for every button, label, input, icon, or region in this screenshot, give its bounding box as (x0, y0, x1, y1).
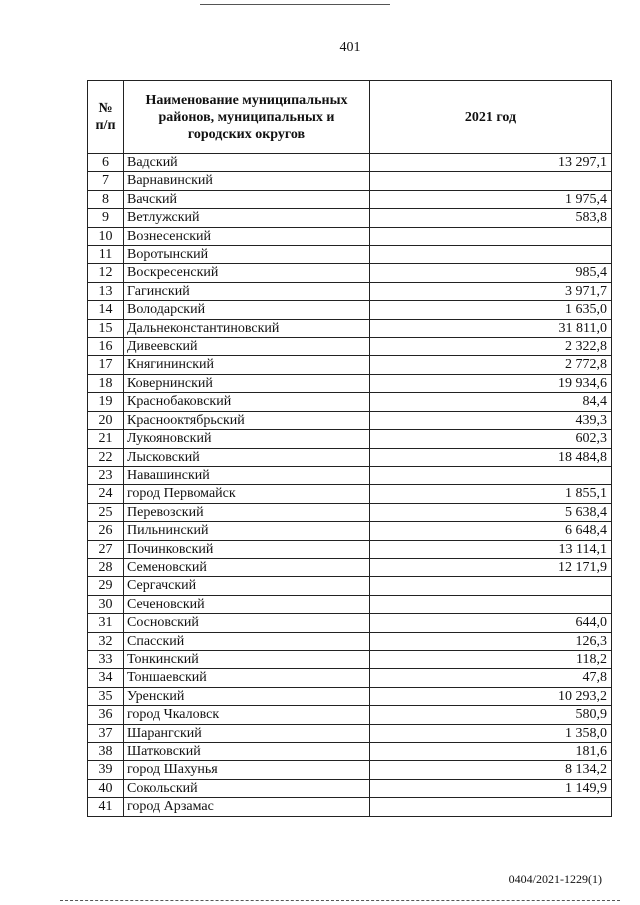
row-value-cell: 118,2 (370, 650, 612, 668)
table-body (88, 154, 612, 817)
table-row (88, 503, 612, 521)
row-value-cell: 126,3 (370, 632, 612, 650)
row-name-cell: Краснобаковский (124, 393, 370, 411)
row-value-cell (370, 595, 612, 613)
row-name-cell: Дальнеконстантиновский (124, 319, 370, 337)
row-name-cell: Ветлужский (124, 209, 370, 227)
table-row (88, 356, 612, 374)
row-value-cell: 583,8 (370, 209, 612, 227)
table-row (88, 577, 612, 595)
row-name-cell: город Первомайск (124, 485, 370, 503)
row-value-cell: 13 297,1 (370, 154, 612, 172)
table-row (88, 632, 612, 650)
row-number-cell: 37 (88, 724, 124, 742)
document-code: 0404/2021-1229(1) (508, 872, 602, 886)
row-number-cell: 31 (88, 614, 124, 632)
row-name-cell: город Шахунья (124, 761, 370, 779)
table-row (88, 393, 612, 411)
row-name-cell: Вачский (124, 190, 370, 208)
table-row (88, 724, 612, 742)
row-number-cell: 27 (88, 540, 124, 558)
row-name-cell: Шарангский (124, 724, 370, 742)
row-name-cell: Перевозский (124, 503, 370, 521)
row-name-cell: Лукояновский (124, 430, 370, 448)
row-number-cell: 26 (88, 522, 124, 540)
row-value-cell: 5 638,4 (370, 503, 612, 521)
table-row (88, 779, 612, 797)
row-value-cell: 1 975,4 (370, 190, 612, 208)
header-year: 2021 год (370, 81, 612, 154)
table-row (88, 485, 612, 503)
table-row (88, 209, 612, 227)
table-row (88, 448, 612, 466)
row-name-cell: Варнавинский (124, 172, 370, 190)
row-value-cell: 18 484,8 (370, 448, 612, 466)
row-value-cell: 31 811,0 (370, 319, 612, 337)
row-number-cell: 30 (88, 595, 124, 613)
row-value-cell: 1 635,0 (370, 301, 612, 319)
row-number-cell: 41 (88, 798, 124, 816)
row-number-cell: 13 (88, 282, 124, 300)
row-value-cell (370, 227, 612, 245)
table-row (88, 798, 612, 816)
table-row (88, 540, 612, 558)
row-value-cell (370, 466, 612, 484)
row-number-cell: 35 (88, 687, 124, 705)
row-number-cell: 39 (88, 761, 124, 779)
header-name: Наименование муниципальных районов, муниципальных и городских округов (124, 81, 370, 154)
row-number-cell: 21 (88, 430, 124, 448)
row-number-cell: 34 (88, 669, 124, 687)
row-value-cell: 580,9 (370, 706, 612, 724)
table-row (88, 154, 612, 172)
row-number-cell: 29 (88, 577, 124, 595)
table-row (88, 558, 612, 576)
row-value-cell: 3 971,7 (370, 282, 612, 300)
row-value-cell: 181,6 (370, 743, 612, 761)
budget-table (87, 80, 612, 817)
row-number-cell: 23 (88, 466, 124, 484)
row-name-cell: Воскресенский (124, 264, 370, 282)
row-name-cell: Уренский (124, 687, 370, 705)
table-row (88, 246, 612, 264)
table-row (88, 172, 612, 190)
table-row (88, 430, 612, 448)
row-value-cell (370, 246, 612, 264)
table-header-row (88, 81, 612, 154)
row-number-cell: 36 (88, 706, 124, 724)
row-number-cell: 38 (88, 743, 124, 761)
table-row (88, 338, 612, 356)
row-value-cell: 439,3 (370, 411, 612, 429)
table-row (88, 669, 612, 687)
row-number-cell: 40 (88, 779, 124, 797)
table-row (88, 264, 612, 282)
row-value-cell: 2 772,8 (370, 356, 612, 374)
row-name-cell: город Арзамас (124, 798, 370, 816)
row-name-cell: Пильнинский (124, 522, 370, 540)
row-name-cell: Сергачский (124, 577, 370, 595)
row-value-cell: 1 149,9 (370, 779, 612, 797)
row-number-cell: 6 (88, 154, 124, 172)
row-number-cell: 14 (88, 301, 124, 319)
row-number-cell: 20 (88, 411, 124, 429)
scan-rule-bottom (60, 900, 620, 901)
table-row (88, 301, 612, 319)
table-row (88, 650, 612, 668)
row-name-cell: Спасский (124, 632, 370, 650)
row-number-cell: 24 (88, 485, 124, 503)
row-name-cell: Гагинский (124, 282, 370, 300)
table-row (88, 374, 612, 392)
row-name-cell: город Чкаловск (124, 706, 370, 724)
table-row (88, 743, 612, 761)
row-value-cell (370, 577, 612, 595)
table-row (88, 761, 612, 779)
table-row (88, 411, 612, 429)
table-row (88, 614, 612, 632)
row-value-cell: 1 358,0 (370, 724, 612, 742)
row-value-cell: 1 855,1 (370, 485, 612, 503)
row-value-cell: 2 322,8 (370, 338, 612, 356)
row-value-cell: 10 293,2 (370, 687, 612, 705)
scan-rule-top (200, 4, 390, 5)
row-value-cell: 6 648,4 (370, 522, 612, 540)
table-row (88, 522, 612, 540)
table-row (88, 282, 612, 300)
table-row (88, 687, 612, 705)
row-value-cell: 13 114,1 (370, 540, 612, 558)
row-number-cell: 16 (88, 338, 124, 356)
table-row (88, 190, 612, 208)
row-name-cell: Княгининский (124, 356, 370, 374)
row-value-cell: 12 171,9 (370, 558, 612, 576)
row-name-cell: Семеновский (124, 558, 370, 576)
table-row (88, 319, 612, 337)
row-number-cell: 32 (88, 632, 124, 650)
row-number-cell: 9 (88, 209, 124, 227)
table-row (88, 706, 612, 724)
row-name-cell: Вадский (124, 154, 370, 172)
row-name-cell: Тоншаевский (124, 669, 370, 687)
row-number-cell: 22 (88, 448, 124, 466)
page-number: 401 (339, 40, 361, 55)
row-name-cell: Дивеевский (124, 338, 370, 356)
row-number-cell: 25 (88, 503, 124, 521)
row-name-cell: Починковский (124, 540, 370, 558)
row-name-cell: Сокольский (124, 779, 370, 797)
row-number-cell: 19 (88, 393, 124, 411)
row-value-cell: 19 934,6 (370, 374, 612, 392)
row-value-cell (370, 172, 612, 190)
row-name-cell: Сеченовский (124, 595, 370, 613)
row-value-cell: 985,4 (370, 264, 612, 282)
header-num: № п/п (88, 81, 124, 154)
row-name-cell: Сосновский (124, 614, 370, 632)
row-value-cell: 644,0 (370, 614, 612, 632)
table-row (88, 595, 612, 613)
row-value-cell: 84,4 (370, 393, 612, 411)
table-row (88, 466, 612, 484)
row-number-cell: 8 (88, 190, 124, 208)
row-name-cell: Шатковский (124, 743, 370, 761)
row-number-cell: 11 (88, 246, 124, 264)
row-name-cell: Ковернинский (124, 374, 370, 392)
row-name-cell: Краснооктябрьский (124, 411, 370, 429)
row-name-cell: Вознесенский (124, 227, 370, 245)
row-name-cell: Воротынский (124, 246, 370, 264)
row-number-cell: 33 (88, 650, 124, 668)
row-number-cell: 15 (88, 319, 124, 337)
row-number-cell: 18 (88, 374, 124, 392)
row-number-cell: 17 (88, 356, 124, 374)
row-number-cell: 28 (88, 558, 124, 576)
row-name-cell: Тонкинский (124, 650, 370, 668)
row-value-cell: 602,3 (370, 430, 612, 448)
row-name-cell: Лысковский (124, 448, 370, 466)
row-value-cell: 8 134,2 (370, 761, 612, 779)
row-name-cell: Володарский (124, 301, 370, 319)
row-value-cell: 47,8 (370, 669, 612, 687)
row-number-cell: 7 (88, 172, 124, 190)
row-number-cell: 10 (88, 227, 124, 245)
row-number-cell: 12 (88, 264, 124, 282)
row-value-cell (370, 798, 612, 816)
row-name-cell: Навашинский (124, 466, 370, 484)
table-row (88, 227, 612, 245)
